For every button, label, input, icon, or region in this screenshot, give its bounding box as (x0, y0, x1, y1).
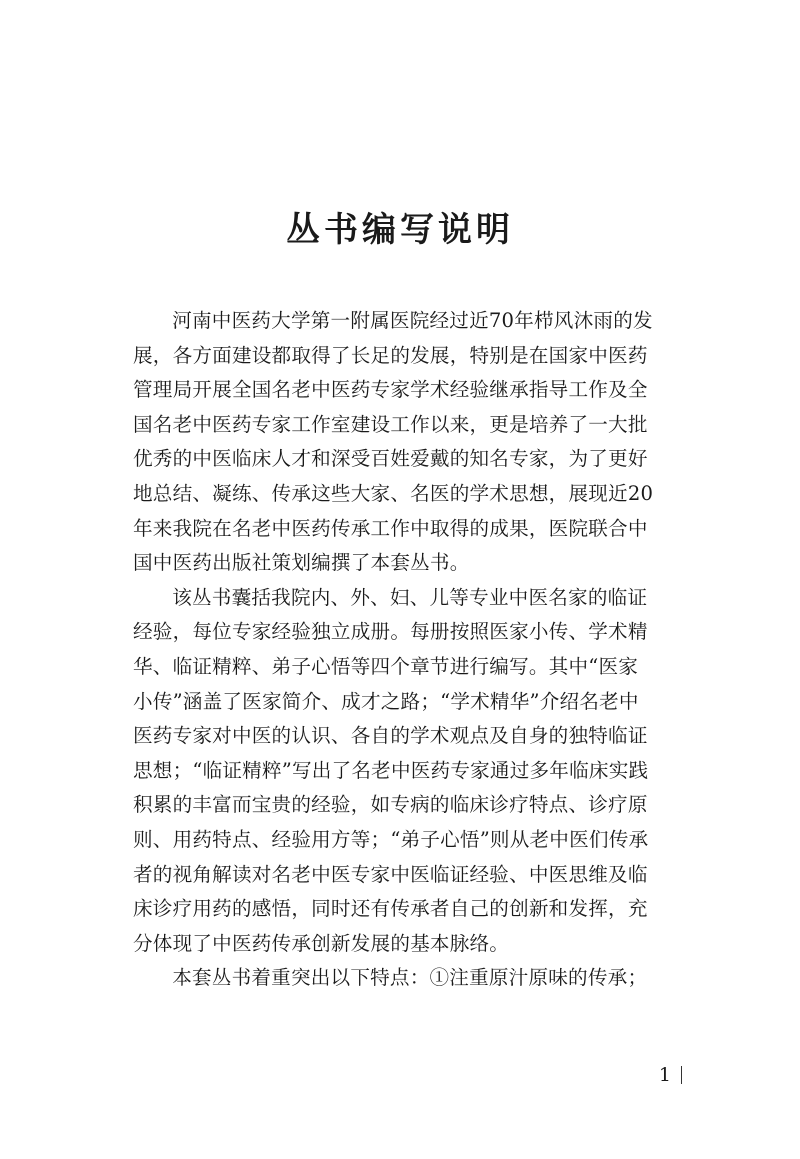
paragraph-2: 该丛书囊括我院内、外、妇、儿等专业中医名家的临证 经验，每位专家经验独立成册。每册按照医家小传、学术精 华、临证精粹、弟子心悟等四个章节进行编写。其中“医家 小传”涵盖了医家简介、成才之路；“学术精华”介绍名老中 医药专家对中医的认识、各自的学术观点及自身的独特临证 思想；“临证精粹”写出了名老中医药专家通过多年临床实践 积累的丰富而宝贵的经验，如专病的临床诊疗特点、诊疗原 则、用药特点、经验用方等；“弟子心悟”则从老中医们传承 者的视角解读对名老中医专家中医临证经验、中医思维及临 床诊疗用药的感悟，同时还有传承者自己的创新和发挥，充 分体现了中医药传承创新发展的基本脉络。 (133, 585, 649, 955)
footer-divider (681, 1066, 682, 1084)
page-number: 1 (658, 1064, 671, 1086)
page-title: 丛书编写说明 (286, 210, 514, 250)
paragraph-1: 河南中医药大学第一附属医院经过近70年栉风沐雨的发 展，各方面建设都取得了长足的发展，特别是在国家中医药 管理局开展全国名老中医药专家学术经验继承指导工作及全 国名老中医药专家工作室建设工作以来，更是培养了一大批 优秀的中医临床人才和深受百姓爱戴的知名专家，为了更好 地总结、凝练、传承这些大家、名医的学术思想，展现近20 年来我院在名老中医药传承工作中取得的成果，医院联合中 国中医药出版社策划编撰了本套丛书。 (133, 309, 654, 575)
paragraph-3: 本套丛书着重突出以下特点：①注重原汁原味的传承； (172, 966, 648, 990)
body-text (133, 304, 681, 996)
page-footer (659, 1062, 682, 1088)
